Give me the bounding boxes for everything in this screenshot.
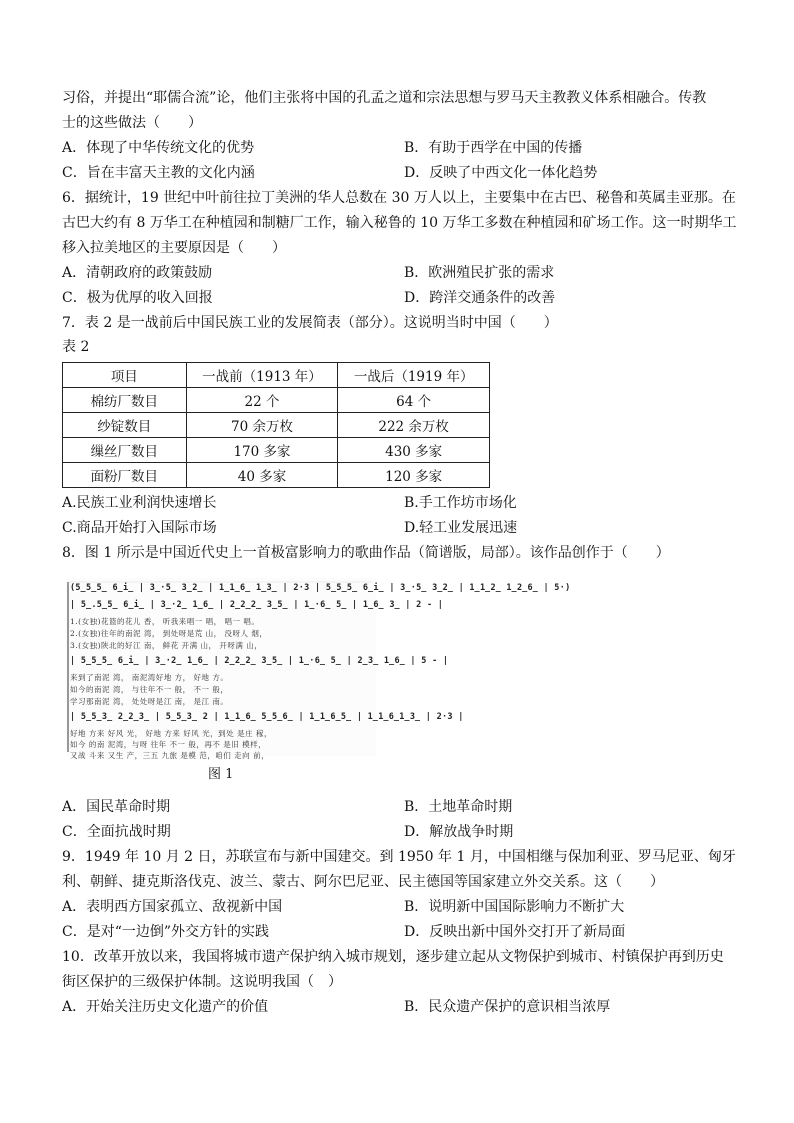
score-lyrics-row: 3.(女独)陕北的好江 南， 鲜花 开满 山， 开呀满 山， xyxy=(70,641,263,650)
score-intro-row: (5̲5̲5̲ 6̲i̲ | 3̲·5̲ 3̲2̲ | 1̲1̲6̲ 1̲3̲ | 2·3 | 5̲5̲5̲ 6̲i̲ | 3̲·5̲ 3̲2̲ | 1̲1̲2̲ 1̲2̲6̲ | 5·) xyxy=(70,583,571,593)
score-lyrics-row: 如今的南泥 湾， 与往年不一 般， 不一 般， xyxy=(70,685,229,694)
q6-options-row2 xyxy=(62,286,734,311)
q6-option-b[interactable]: B．欧洲殖民扩张的需求 xyxy=(404,265,555,281)
q9-options-row2 xyxy=(62,920,734,945)
table-header-cell: 一战后（1919 年） xyxy=(338,363,490,388)
table-cell: 纱锭数目 xyxy=(63,413,187,438)
q6-options-row1 xyxy=(62,261,734,286)
q7-stem: 7．表 2 是一战前后中国民族工业的发展简表（部分）。这说明当时中国（ ） xyxy=(62,315,558,331)
table-header-cell: 一战前（1913 年） xyxy=(186,363,338,388)
score-notes-row: | 5̲5̲5̲ 6̲i̲ | 3̲·2̲ 1̲6̲ | 2̲2̲2̲ 3̲5̲ | 1̲·6̲ 5̲ | 2̲3̲ 1̲6̲ | 5 - | xyxy=(70,656,449,666)
q7-options-row2 xyxy=(62,516,734,541)
q5-option-c[interactable]: C．旨在丰富天主教的文化内涵 xyxy=(62,165,255,181)
q9-stem-line2: 利、朝鲜、捷克斯洛伐克、波兰、蒙古、阿尔巴尼亚、民主德国等国家建立外交关系。这（ ） xyxy=(62,874,664,890)
q8-options-row2 xyxy=(62,820,734,845)
q5-option-a[interactable]: A．体现了中华传统文化的优势 xyxy=(62,140,255,156)
table-row xyxy=(63,388,490,413)
q5-option-d[interactable]: D．反映了中西文化一体化趋势 xyxy=(404,165,598,181)
q10-options-row1 xyxy=(62,995,734,1020)
table-row xyxy=(63,463,490,488)
table-cell: 40 多家 xyxy=(186,463,338,488)
q5-options-row1 xyxy=(62,136,734,161)
q6-stem-line2: 古巴大约有 8 万华工在种植园和制糖厂工作，输入秘鲁的 10 万华工多数在种植园和矿场工作。这一时期华工 xyxy=(62,215,737,231)
q7-option-c[interactable]: C.商品开始打入国际市场 xyxy=(62,520,217,536)
score-lyrics-row: 1.(女独)花篮的花儿 香， 听我来唱一 唱， 唱一 唱。 xyxy=(70,617,260,626)
table-row xyxy=(63,413,490,438)
q5-stem-line2: 士的这些做法（ ） xyxy=(62,115,202,131)
q8-option-d[interactable]: D．解放战争时期 xyxy=(404,824,514,840)
q8-option-b[interactable]: B．土地革命时期 xyxy=(404,799,513,815)
table-cell: 22 个 xyxy=(186,388,338,413)
q9-option-d[interactable]: D．反映出新中国外交打开了新局面 xyxy=(404,924,626,940)
q7-option-a[interactable]: A.民族工业利润快速增长 xyxy=(62,495,217,511)
q6-stem-line1: 6．据统计，19 世纪中叶前往拉丁美洲的华人总数在 30 万人以上，主要集中在古巴、秘鲁和英属圭亚那。在 xyxy=(62,190,736,206)
q10-option-b[interactable]: B．民众遗产保护的意识相当浓厚 xyxy=(404,999,611,1015)
q9-stem-line1: 9．1949 年 10 月 2 日，苏联宣布与新中国建交。到 1950 年 1 月，中国相继与保加利亚、罗马尼亚、匈牙 xyxy=(62,849,736,865)
score-lyrics-row: 2.(女独)往年的南泥 湾， 到处呀是荒 山， 没呀人 烟， xyxy=(70,629,268,638)
q7-table-label: 表 2 xyxy=(62,339,90,355)
q7-option-d[interactable]: D.轻工业发展迅速 xyxy=(404,520,518,536)
q5-options-row2 xyxy=(62,161,734,186)
table-row xyxy=(63,438,490,463)
q7-options-row1 xyxy=(62,491,734,516)
q8-option-a[interactable]: A．国民革命时期 xyxy=(62,799,171,815)
q6-stem-line3: 移入拉美地区的主要原因是（ ） xyxy=(62,240,286,256)
table-cell: 64 个 xyxy=(338,388,490,413)
music-score-figure xyxy=(66,578,571,760)
score-lyrics-row: 来到了南泥 湾， 南泥湾好地 方， 好地 方。 xyxy=(70,673,229,682)
q9-option-c[interactable]: C．是对“一边倒”外交方针的实践 xyxy=(62,924,270,940)
q5-option-b[interactable]: B．有助于西学在中国的传播 xyxy=(404,140,583,156)
table-cell: 170 多家 xyxy=(186,438,338,463)
q6-option-d[interactable]: D．跨洋交通条件的改善 xyxy=(404,290,556,306)
industry-table xyxy=(62,362,490,488)
score-notes-row: | 5̲5̲3̲ 2̲2̲3̲ | 5̲5̲3̲ 2 | 1̲1̲6̲ 5̲5̲6̲ | 1̲1̲6̲5̲ | 1̲1̲6̲1̲3̲ | 2·3 | xyxy=(70,712,464,722)
q5-stem-line1: 习俗，并提出“耶儒合流”论，他们主张将中国的孔孟之道和宗法思想与罗马天主教教义体系相融合。传教 xyxy=(62,90,707,106)
q6-option-c[interactable]: C．极为优厚的收入回报 xyxy=(62,290,213,306)
table-cell: 棉纺厂数目 xyxy=(63,388,187,413)
q9-option-b[interactable]: B．说明新中国国际影响力不断扩大 xyxy=(404,899,625,915)
q10-stem-line2: 街区保护的三级保护体制。这说明我国（ ） xyxy=(62,974,342,990)
table-cell: 70 余万枚 xyxy=(186,413,338,438)
table-header-row xyxy=(63,363,490,388)
score-lyrics-row: 学习那南泥 湾， 处处呀是江 南， 是江 南。 xyxy=(70,697,229,706)
q8-option-c[interactable]: C．全面抗战时期 xyxy=(62,824,171,840)
score-lyrics-row: 又战 斗来 又生 产，三五 九旅 是模 范，咱们 走向 前， xyxy=(70,751,270,760)
table-header-cell: 项目 xyxy=(63,363,187,388)
q10-stem-line1: 10．改革开放以来，我国将城市遗产保护纳入城市规划，逐步建立起从文物保护到城市、村镇保护再到历史 xyxy=(62,949,724,965)
table-cell: 缫丝厂数目 xyxy=(63,438,187,463)
q7-option-b[interactable]: B.手工作坊市场化 xyxy=(404,495,517,511)
q8-stem: 8．图 1 所示是中国近代史上一首极富影响力的歌曲作品（简谱版，局部）。该作品创作于（ ） xyxy=(62,545,670,561)
score-lyrics-row: 好地 方来 好风 光， 好地 方来 好风 光，到处 是庄 稼， xyxy=(70,729,272,738)
q9-option-a[interactable]: A．表明西方国家孤立、敌视新中国 xyxy=(62,899,283,915)
q8-options-row1 xyxy=(62,795,734,820)
figure-caption: 图 1 xyxy=(208,767,234,782)
score-notes-row: | 5̲.5̲5̲ 6̲i̲ | 3̲·2̲ 1̲6̲ | 2̲2̲2̲ 3̲5̲ | 1̲·6̲ 5̲ | 1̲6̲ 3̲ | 2 - | xyxy=(70,600,444,610)
q10-option-a[interactable]: A．开始关注历史文化遗产的价值 xyxy=(62,999,269,1015)
score-lyrics-row: 如今 的南 泥湾，与呀 往年 不一 般，再不 是旧 模样， xyxy=(70,740,267,749)
table-cell: 430 多家 xyxy=(338,438,490,463)
table-cell: 120 多家 xyxy=(338,463,490,488)
q9-options-row1 xyxy=(62,895,734,920)
table-cell: 222 余万枚 xyxy=(338,413,490,438)
table-cell: 面粉厂数目 xyxy=(63,463,187,488)
q6-option-a[interactable]: A．清朝政府的政策鼓励 xyxy=(62,265,213,281)
